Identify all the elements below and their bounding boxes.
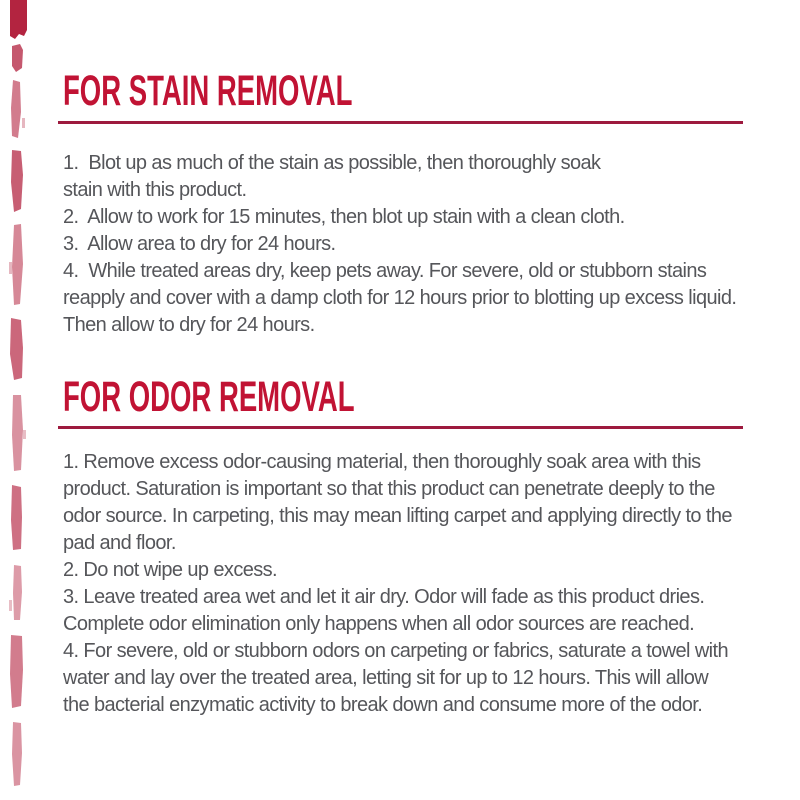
text-line: Complete odor elimination only happens when all odor sources are reached. bbox=[63, 613, 695, 635]
text-line: Then allow to dry for 24 hours. bbox=[63, 314, 315, 336]
text-line: stain with this product. bbox=[63, 179, 247, 201]
text-line: 3. Allow area to dry for 24 hours. bbox=[63, 233, 336, 255]
text-line: 4. For severe, old or stubborn odors on carpeting or fabrics, saturate a towel with bbox=[63, 640, 729, 662]
text-line: reapply and cover with a damp cloth for 12 hours prior to blotting up excess liquid. bbox=[63, 287, 737, 309]
text-line: 4. While treated areas dry, keep pets away. For severe, old or stubborn stains bbox=[63, 260, 707, 282]
section-rule bbox=[58, 121, 743, 124]
text-line: pad and floor. bbox=[63, 532, 176, 554]
section-title-odor-removal: FOR ODOR REMOVAL bbox=[63, 373, 355, 421]
red-grunge-edge-texture bbox=[0, 0, 34, 800]
text-line: product. Saturation is important so that this product can penetrate deeply to the bbox=[63, 478, 715, 500]
text-line: 3. Leave treated area wet and let it air dry. Odor will fade as this product dries. bbox=[63, 586, 705, 608]
text-line: 1. Blot up as much of the stain as possible, then thoroughly soak bbox=[63, 152, 601, 174]
grunge-strokes bbox=[9, 0, 27, 786]
stain-removal-instructions bbox=[63, 150, 763, 339]
text-line: 2. Allow to work for 15 minutes, then blot up stain with a clean cloth. bbox=[63, 206, 625, 228]
text-line: 1. Remove excess odor-causing material, then thoroughly soak area with this bbox=[63, 451, 701, 473]
odor-removal-instructions bbox=[63, 449, 763, 719]
text-line: odor source. In carpeting, this may mean lifting carpet and applying directly to the bbox=[63, 505, 732, 527]
section-title-stain-removal: FOR STAIN REMOVAL bbox=[63, 67, 353, 115]
section-rule bbox=[58, 426, 743, 429]
text-line: 2. Do not wipe up excess. bbox=[63, 559, 278, 581]
text-line: the bacterial enzymatic activity to break down and consume more of the odor. bbox=[63, 694, 703, 716]
text-line: water and lay over the treated area, letting sit for up to 12 hours. This will allow bbox=[63, 667, 709, 689]
